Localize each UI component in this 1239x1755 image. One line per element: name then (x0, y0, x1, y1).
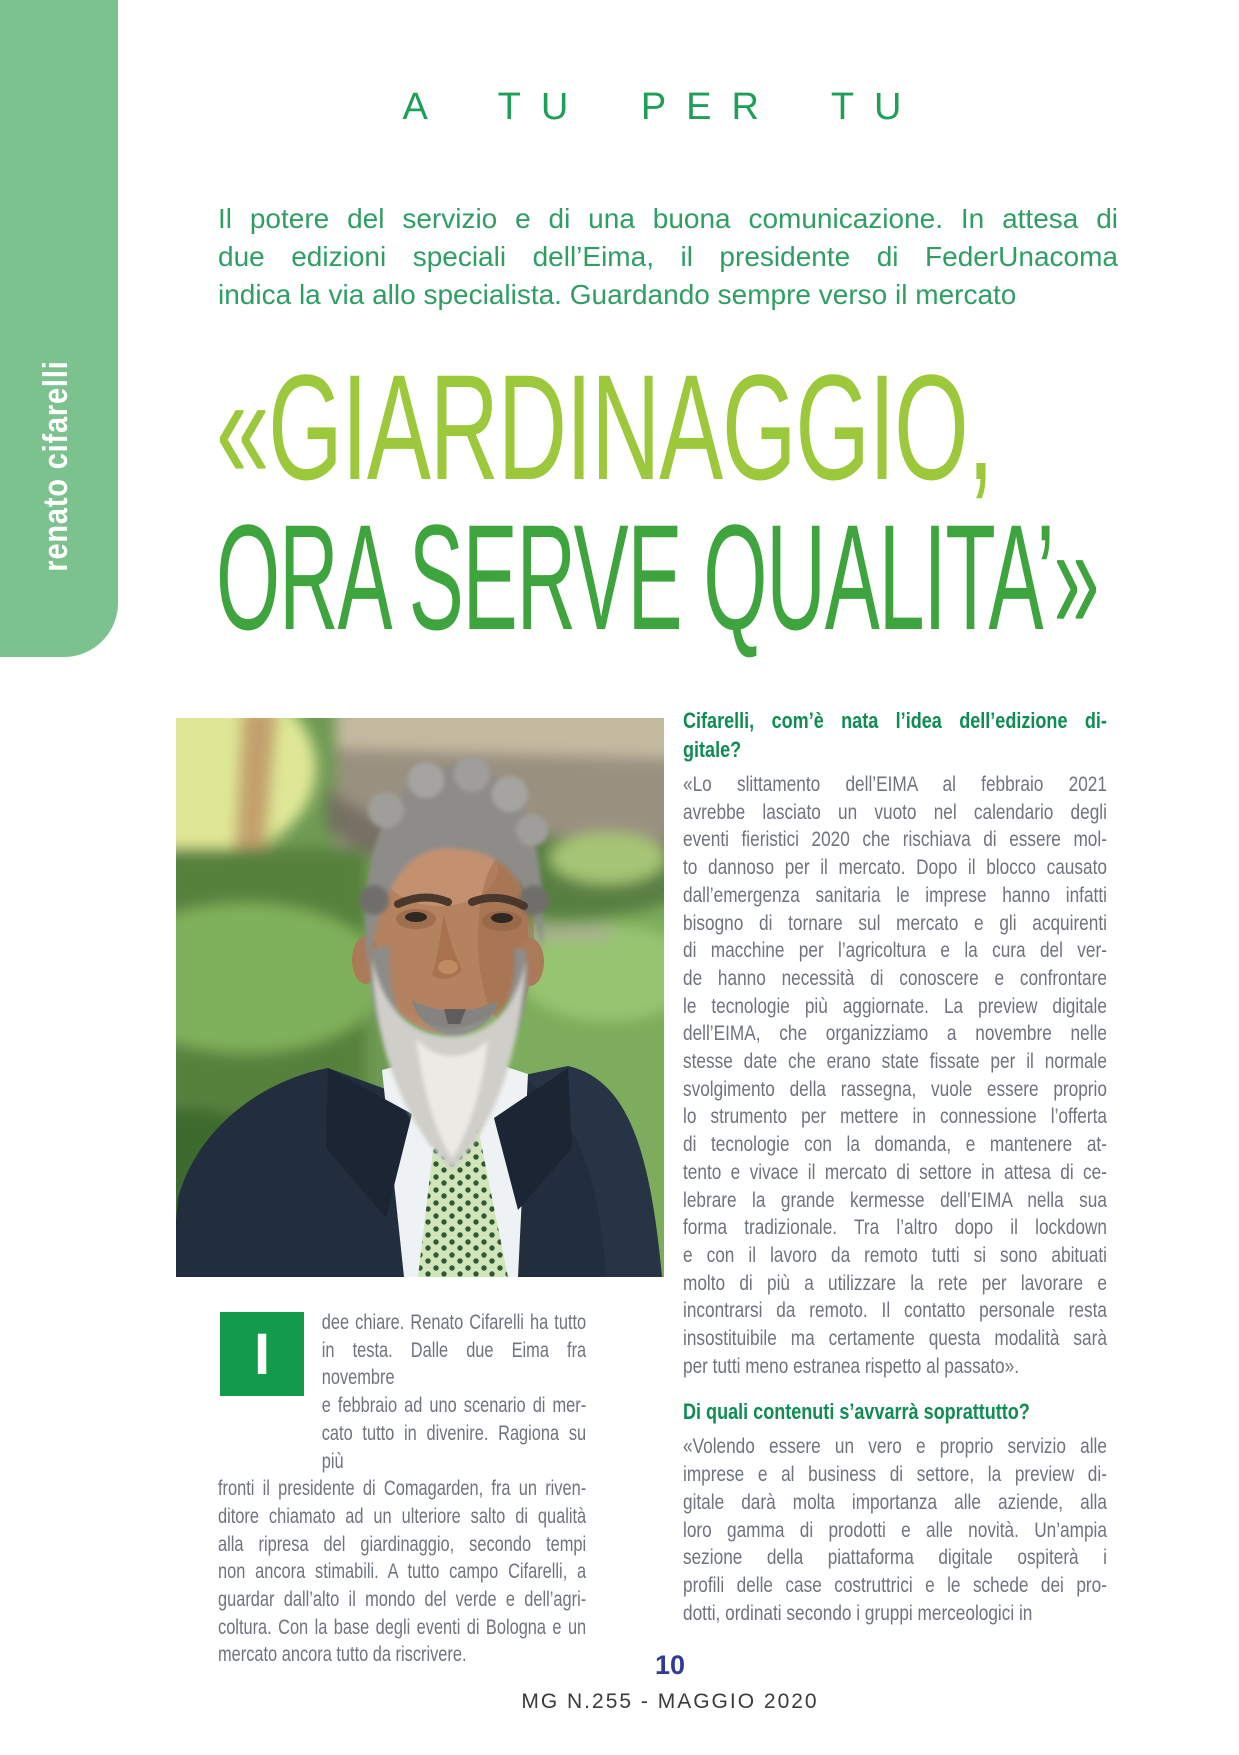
question-heading-2 (683, 1397, 1107, 1426)
text-line: sezione della piattaforma digitale ospiterà i (683, 1546, 1107, 1570)
text-line: gitale? (683, 737, 742, 762)
intro-standfirst (218, 200, 1118, 314)
text-line: gitale darà molta importanza alle aziende, alla (683, 1490, 1107, 1514)
text-line: coltura. Con la base degli eventi di Bologna e un (218, 1615, 587, 1639)
text-line: incontrarsi da remoto. Il contatto personale resta (683, 1299, 1107, 1323)
text-line: bisogno di tornare sul mercato e gli acquirenti (683, 911, 1107, 935)
text-line: mercato ancora tutto da riscrivere. (218, 1643, 467, 1667)
text-line: loro gamma di prodotti e alle novità. Un’ampia (683, 1518, 1107, 1542)
text-line: dall’emergenza sanitaria le imprese hanno infatti (683, 883, 1107, 907)
portrait-photo (176, 718, 664, 1277)
question-heading-1 (683, 706, 1107, 764)
drop-cap: I (220, 1312, 304, 1396)
text-line: ditore chiamato ad un ulteriore salto di qualità (218, 1504, 587, 1528)
text-line: due edizioni speciali dell’Eima, il presidente di FederUnacoma (218, 241, 1118, 272)
page-number: 10 (654, 1650, 686, 1680)
text-line: alla ripresa del giardinaggio, secondo tempi (218, 1532, 587, 1556)
text-line: le tecnologie più aggiornate. La preview digitale (683, 994, 1107, 1018)
issue-line: MG N.255 - MAGGIO 2020 (521, 1690, 819, 1713)
text-line: cato tutto in divenire. Ragiona su più (321, 1421, 587, 1473)
sidebar-rubric-label: renato cifarelli (37, 360, 75, 572)
sidebar-tab (0, 0, 118, 657)
text-line: fronti il presidente di Comagarden, fra un riven- (218, 1477, 587, 1501)
text-line: avrebbe lasciato un vuoto nel calendario degli (683, 800, 1107, 824)
text-line: guardar dall’alto il mondo del verde e dell’agri- (218, 1588, 587, 1612)
text-line: Il potere del servizio e di una buona comunicazione. In attesa di (218, 203, 1118, 234)
text-line: lo strumento per mettere in connessione l’offerta (683, 1105, 1107, 1129)
text-line: svolgimento della rassegna, vuole essere proprio (683, 1077, 1107, 1101)
text-line: Di quali contenuti s’avvarrà soprattutto? (683, 1399, 1030, 1425)
text-line: indica la via allo specialista. Guardando sempre verso il mercato (218, 279, 1017, 310)
text-line: molto di più a utilizzare la rete per lavorare e (683, 1271, 1107, 1295)
text-line: imprese e al business di settore, la preview di- (683, 1463, 1107, 1487)
article-right-column (683, 706, 1107, 1627)
text-line: stesse date che erano state fissate per il normale (683, 1050, 1107, 1074)
answer-1 (683, 771, 1107, 1380)
text-line: eventi fieristici 2020 che rischiava di essere mol- (683, 828, 1107, 852)
headline-line-2: ORA SERVE QUALITA’» (216, 493, 1099, 661)
text-line: per tutti meno estranea rispetto al passato». (683, 1354, 1019, 1378)
text-line: dee chiare. Renato Cifarelli ha tutto (321, 1311, 587, 1334)
text-line: dell’EIMA, che organizziamo a novembre nelle (683, 1022, 1107, 1046)
text-line: in testa. Dalle due Eima fra novembre (321, 1338, 587, 1390)
text-line: profili delle case costruttrici e le schede dei pro- (683, 1573, 1107, 1597)
text-line: lebrare la grande kermesse dell’EIMA nella sua (683, 1188, 1107, 1212)
text-line: forma tradizionale. Tra l’altro dopo il lockdown (683, 1216, 1107, 1240)
text-line: «Lo slittamento dell’EIMA al febbraio 2021 (683, 773, 1107, 796)
text-line: insostituibile ma certamente questa modalità sarà (683, 1327, 1107, 1351)
text-line: di macchine per l’agricoltura e la cura del ver- (683, 939, 1107, 963)
paragraph-gap (683, 1380, 1107, 1397)
article-headline (216, 343, 1239, 661)
text-line: dotti, ordinati secondo i gruppi merceologici in (683, 1601, 1033, 1625)
text-line: «Volendo essere un vero e proprio servizio alle (683, 1435, 1107, 1459)
portrait-illustration (176, 718, 664, 1277)
text-line: e con il lavoro da remoto tutti si sono abituati (683, 1243, 1107, 1267)
text-line: tento e vivace il mercato di settore in attesa di ce- (683, 1160, 1107, 1184)
headline-line-1: «GIARDINAGGIO, (216, 343, 993, 511)
text-line: de hanno necessità di conoscere e confrontare (683, 966, 1107, 990)
text-line: e febbraio ad uno scenario di mer- (321, 1394, 587, 1418)
text-line: non ancora stimabili. A tutto campo Cifarelli, a (218, 1560, 587, 1584)
text-line: Cifarelli, com’è nata l’idea dell’edizione di- (683, 708, 1107, 733)
article-left-column (218, 1309, 586, 1669)
section-kicker: A TU PER TU (402, 86, 922, 128)
answer-2 (683, 1433, 1107, 1627)
text-line: to dannoso per il mercato. Dopo il blocco causato (683, 856, 1107, 880)
text-line: di tecnologie con la domanda, e mantenere at- (683, 1133, 1107, 1157)
